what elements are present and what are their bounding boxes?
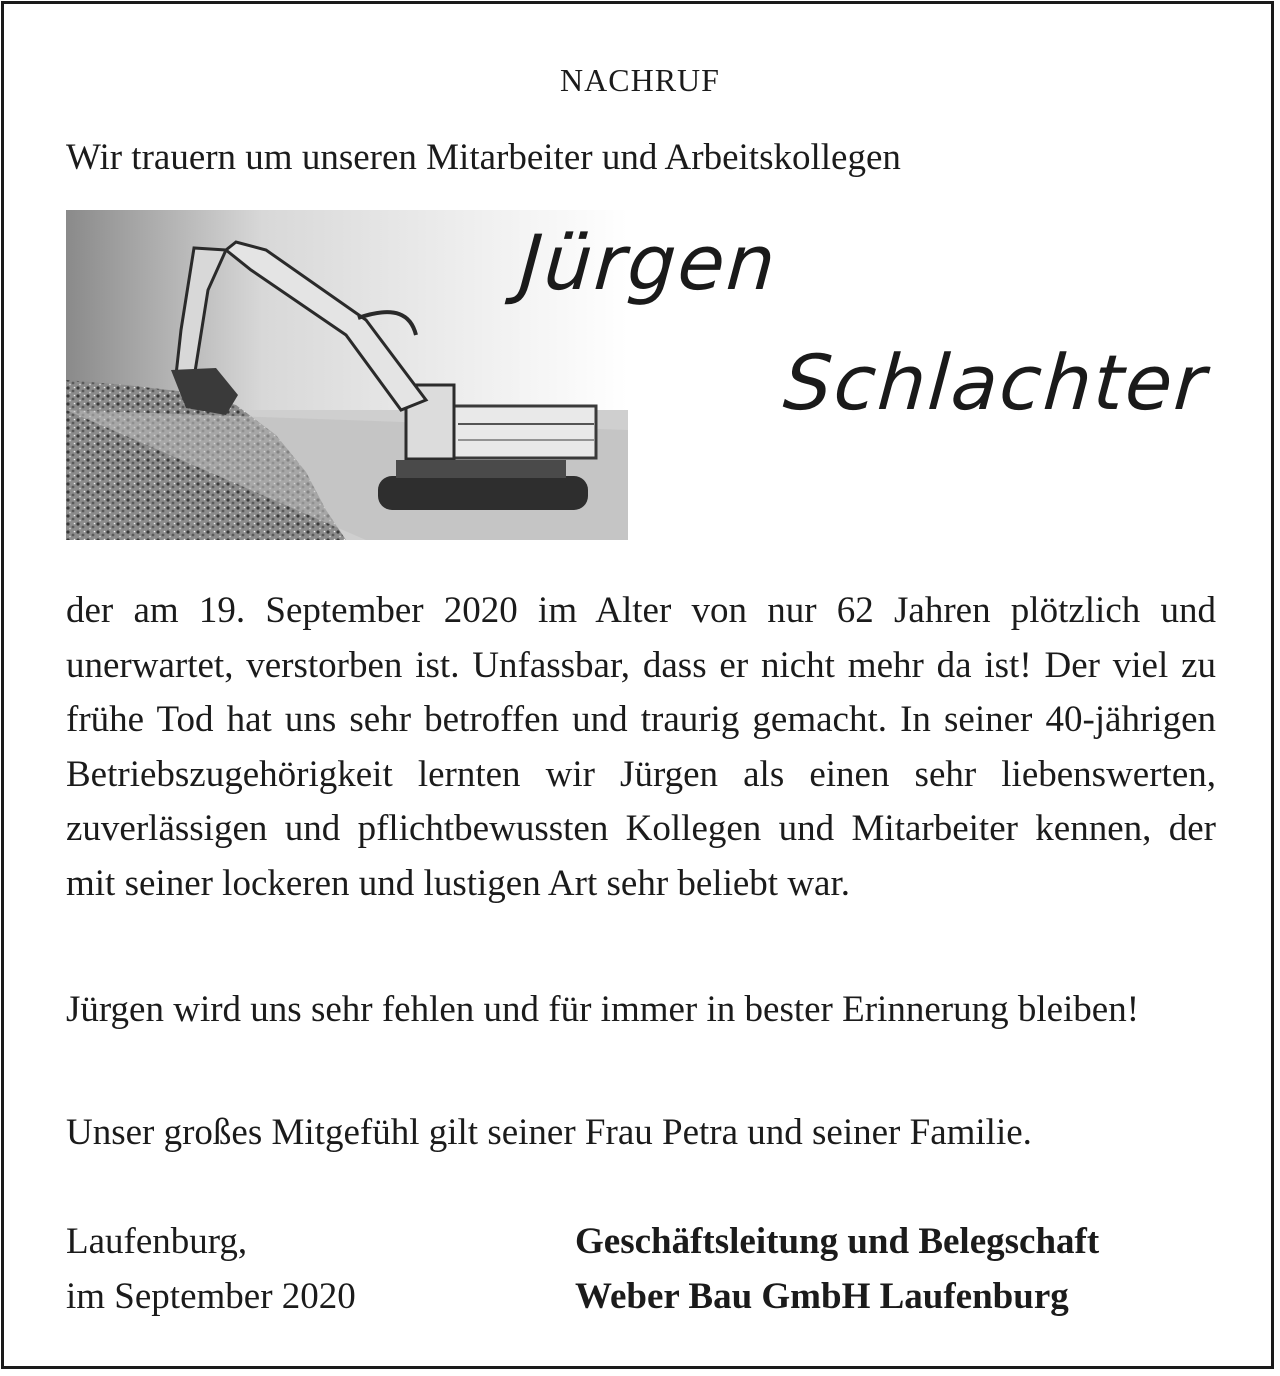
obituary-paragraph: Jürgen wird uns sehr fehlen und für immer in bester Erinnerung bleiben! xyxy=(66,989,1140,1030)
place-line: Laufenburg, xyxy=(66,1221,248,1262)
date-line: im September 2020 xyxy=(66,1276,356,1317)
intro-line: Wir trauern um unseren Mitarbeiter und Arbeitskollegen xyxy=(66,137,901,178)
deceased-first-name: Jürgen xyxy=(516,218,781,307)
sender-signature xyxy=(575,1214,1099,1324)
deceased-last-name: Schlachter xyxy=(780,338,1211,427)
notice-heading: NACHRUF xyxy=(560,62,720,98)
sender-line-2: Weber Bau GmbH Laufenburg xyxy=(575,1276,1069,1317)
obituary-paragraph: der am 19. September 2020 im Alter von nur 62 Jahren plötzlich und unerwartet, verstorben ist. Unfassbar, dass er nicht mehr da ist! Der viel zu frühe Tod hat uns sehr betroffen und traurig gemacht. In seiner 40-jährigen Betriebszugehörigkeit lernten wir Jürgen als einen sehr liebenswerten, zuverlässigen und pflichtbewussten Kollegen und Mitarbeiter kennen, der mit seiner lockeren und lustigen Art sehr beliebt war. xyxy=(66,590,1216,904)
sender-line-1: Geschäftsleitung und Belegschaft xyxy=(575,1221,1100,1262)
obituary-paragraph: Unser großes Mitgefühl gilt seiner Frau Petra und seiner Familie. xyxy=(66,1112,1032,1153)
place-date xyxy=(66,1214,356,1324)
